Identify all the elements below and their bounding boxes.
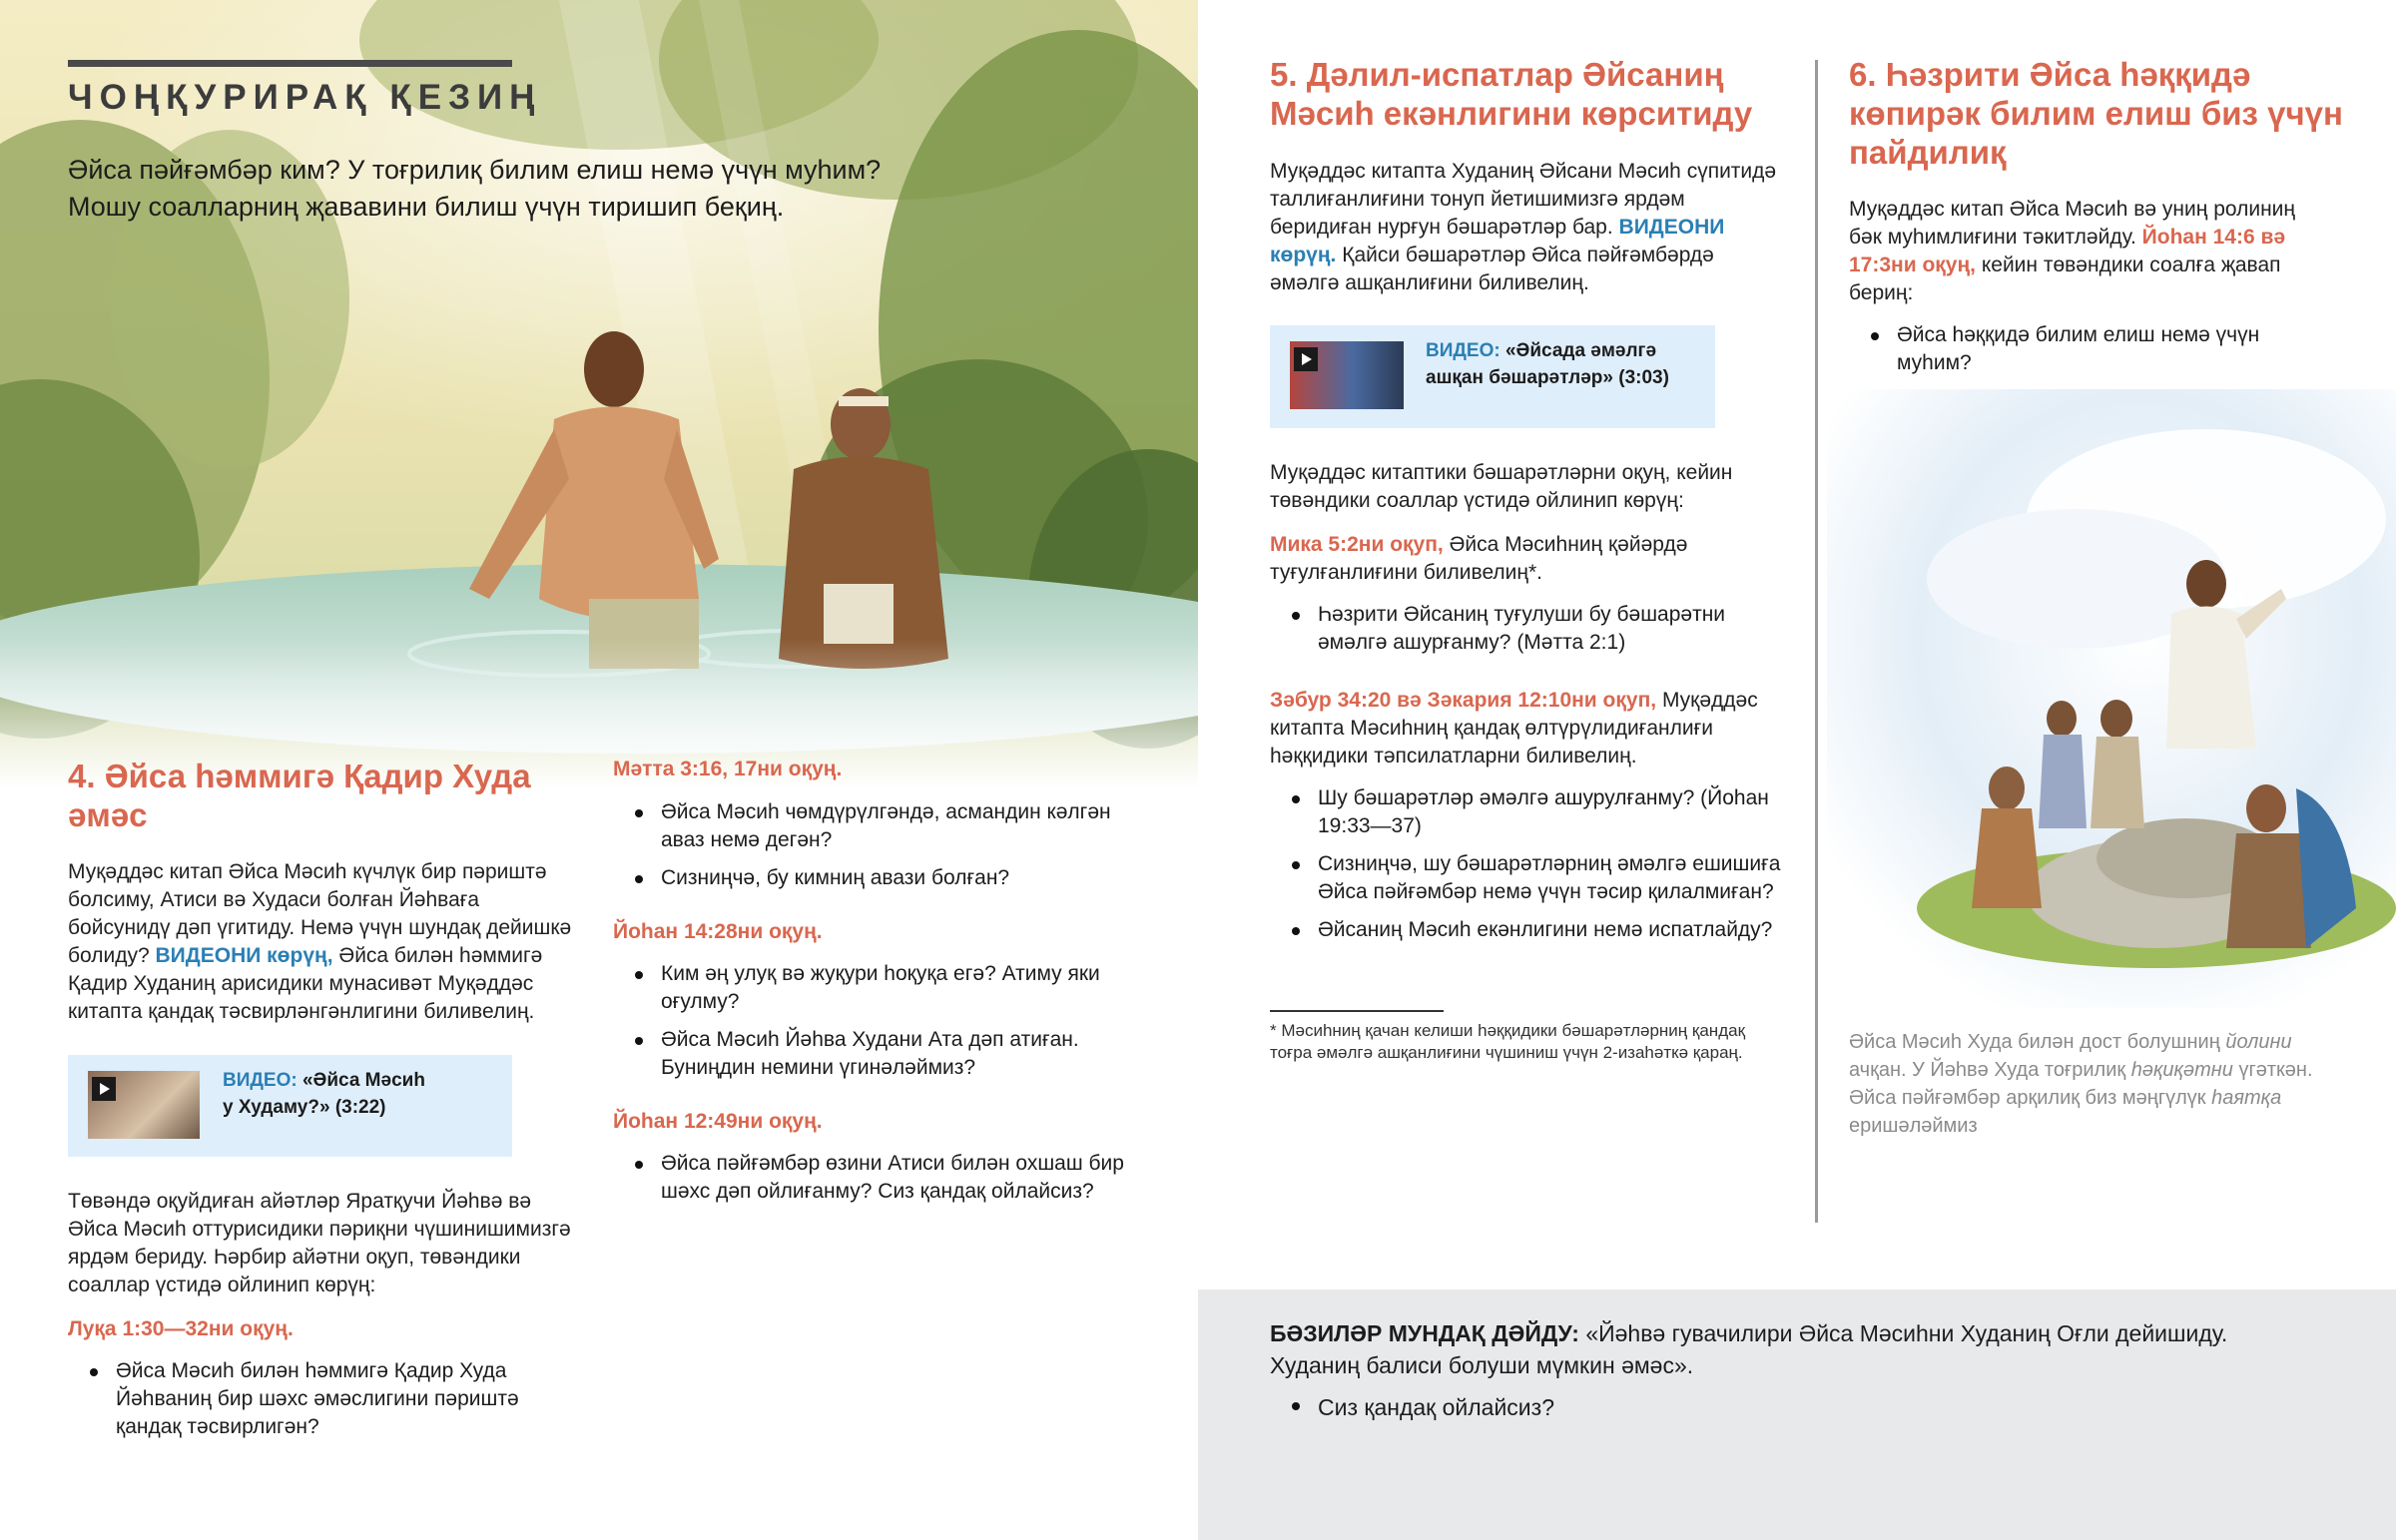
ref-john-12[interactable]: Йоһан 12:49ни оқуң. [613,1110,823,1133]
question-item: Сизниңчә, бу кимниң авази болған? [613,864,1132,892]
jesus-teaching-illustration [1827,389,2396,1008]
section-5-paragraph-2: Муқәддәс китаптики бәшарәтләрни оқуң, кейин төвәндики соаллар үстидә ойлинип көрүң: [1270,461,1733,512]
matthew-questions [613,798,1132,902]
play-icon[interactable] [1294,347,1318,371]
video-title-line-2: у Худаму?» (3:22) [223,1097,386,1118]
question-item: Әйса Мәсиһ билән һәммигә Қадир Худа Йәһваниң бир шәхс әмәслигини пәриштә қандақ тәсвирлигән? [68,1357,587,1441]
video-card-prophecies[interactable] [1270,325,1715,428]
micah-text: Әйса Мәсиһниң қәйәрдә туғулғанлиғини биливелиң*. [1270,533,1688,584]
ref-luke[interactable]: Луқа 1:30—32ни оқуң. [68,1317,294,1340]
section-5-paragraph-text-2: Қайси бәшарәтләр Әйса пәйғәмбәрдә әмәлгә ашқанлиғини биливелиң. [1270,244,1714,294]
ref-john-14[interactable]: Йоһан 14:28ни оқуң. [613,920,823,943]
psalm-text: Муқәддәс китапта Мәсиһниң қандақ өлтүрүлидиғанлиғи һәққидики тәпсилатларни биливелиң. [1270,689,1758,768]
caption-text-4: еришәләймиз [1849,1115,1978,1137]
section-5-title: 5. Дәлил-испатлар Әйсаниң Мәсиһ екәнлигини көрситиду [1270,56,1753,132]
some-say-content [1270,1317,2318,1433]
video-title-line-1: «Әйсада әмәлгә [1504,340,1657,361]
caption-text-2: ачқан. У Йәһвә Худа тоғрилиқ [1849,1059,2126,1081]
column-divider [1815,60,1818,1223]
section-4-paragraph-2: Төвәндә оқуйдиған айәтләр Яратқучи Йәһвә вә Әйса Мәсиһ оттурисидики пәриқни чүшинишимизгә ярдәм бериду. Һәрбир айәтни оқуп, төвәндики соаллар үстидә ойлинип көрүң: [68,1190,571,1296]
ref-matthew[interactable]: Мәтта 3:16, 17ни оқуң. [613,758,843,780]
ref-micah[interactable]: Мика 5:2ни оқуп, [1270,533,1444,556]
section-4-title: 4. Әйса һәммигә Қадир Худа әмәс [68,758,531,833]
section-4-paragraph-text: Муқәддәс китап Әйса Мәсиһ күчлүк бир пәриштә болсиму, Атиси вә Худаси болған Йәһваға бойсунидү дәп үгитиду. Немә үчүн шундақ дейишкә болиду? [68,860,572,967]
john-12-questions [613,1150,1132,1216]
psalm-instruction [1270,687,1789,770]
section-5-paragraph [1270,158,1789,297]
question-item: Әйса пәйғәмбәр өзини Атиси билән охшаш бир шәхс дәп ойлиғанму? Сиз қандақ ойлайсиз? [613,1150,1132,1206]
question-item: Әйсаниң Мәсиһ екәнлигини немә испатлайду? [1270,916,1789,944]
question-item: Ким әң улуқ вә жуқури һоқуқа егә? Атиму яки оғулму? [613,960,1132,1016]
ref-psalm-zechariah[interactable]: Зәбур 34:20 вә Зәкария 12:10ни оқуп, [1270,689,1657,712]
heading-rule [68,60,512,67]
question-item: Шу бәшарәтләр әмәлгә ашурулғанму? (Йоһан 19:33—37) [1270,784,1789,840]
question-item: Сизниңчә, шу бәшарәтләрниң әмәлгә ешишиға Әйса пәйғәмбәр немә үчүн тәсир қилалмиған? [1270,850,1789,906]
some-say-quote: «Йәһвә гувачилири Әйса Мәсиһни Худаниң Оғли дейишиду. Худаниң балиси болуши мүмкин әмәс». [1270,1320,2228,1378]
video-title[interactable] [223,1067,425,1121]
video-prefix: ВИДЕО: [223,1070,298,1091]
section-6-title: 6. Һәзрити Әйса һәққидә көпирәк билим елиш биз үчүн пайдилиқ [1849,56,2343,171]
video-title[interactable] [1426,337,1669,391]
some-say-label: БӘЗИЛӘР МУНДАҚ ДӘЙДУ: [1270,1320,1579,1346]
question-item: Әйса һәққидә билим елиш немә үчүн муһим? [1849,321,2318,377]
watch-video-link[interactable]: ВИДЕОНИ көрүң, [155,944,333,967]
caption-text-1: Әйса Мәсиһ Худа билән дост болушниң [1849,1031,2220,1053]
footnote-rule [1270,1010,1444,1012]
baptism-illustration [0,0,1198,788]
illustration-caption [1849,1028,2348,1140]
video-card-jesus-god[interactable] [68,1055,512,1157]
video-prefix: ВИДЕО: [1426,340,1500,361]
micah-questions [1270,601,1789,667]
intro-line-2: Мошу соалларниң җававини билиш үчүн тиришип беқиң. [68,192,785,222]
question-item: Һәзрити Әйсаниң туғулуши бу бәшарәтни әмәлгә ашурғанму? (Мәтта 2:1) [1270,601,1789,657]
dig-deeper-heading: ЧОҢҚУРИРАҚ ҚЕЗИҢ [68,78,542,117]
section-6-paragraph-text: Муқәддәс китап Әйса Мәсиһ вә униң ролиниң бәк муһимлиғини тәкитләйду. [1849,198,2295,249]
dig-deeper-intro [68,152,966,226]
caption-text-3: үгәткән. Әйса пәйғәмбәр арқилиқ биз мәңгүлүк [1849,1059,2313,1109]
some-say-questions [1270,1391,2318,1423]
micah-instruction [1270,531,1789,587]
section-4-paragraph [68,858,577,1026]
john-14-questions [613,960,1132,1092]
section-4-paragraph-text-2: Әйса билән һәммигә Қадир Худаниң арисидики мунасивәт Муқәддәс китапта қандақ тәсвирләнгәнлигини биливелиң. [68,944,543,1023]
question-item: Сиз қандақ ойлайсиз? [1270,1391,2318,1423]
section-6-paragraph [1849,196,2328,307]
ref-john-14-6[interactable]: Йоһан 14:6 вә 17:3ни оқуң, [1849,226,2286,276]
video-thumbnail[interactable] [88,1071,200,1139]
luke-questions [68,1357,587,1451]
section-6-questions [1849,321,2318,387]
watch-video-link[interactable]: ВИДЕОНИ көрүң. [1270,216,1725,266]
caption-italic-1: йолини [2225,1031,2292,1053]
footnote: * Мәсиһниң қачан келиши һәққидики бәшарәтләрниң қандақ тоғра әмәлгә ашқанлиғини чүшиниш үчүн 2-изаһәткә қараң. [1270,1021,1746,1062]
video-title-line-1: «Әйса Мәсиһ [301,1070,425,1091]
question-item: Әйса Мәсиһ Йәһва Худани Ата дәп атиған. Буниңдин немини үгинәләймиз? [613,1026,1132,1082]
question-item: Әйса Мәсиһ чөмдүрүлгәндә, асмандин кәлгән аваз немә дегән? [613,798,1132,854]
some-say-statement [1270,1317,2318,1381]
section-5-paragraph-text: Муқәддәс китапта Худаниң Әйсани Мәсиһ сүпитидә таллиғанлиғини тонуп йетишимизгә ярдәм беридиған нурғун бәшарәтләр бар. [1270,160,1777,239]
video-thumbnail[interactable] [1290,341,1404,409]
section-6-paragraph-text-2: кейин төвәндики соалға җавап бериң: [1849,254,2281,304]
intro-line-1: Әйса пәйғәмбәр ким? У тоғрилиқ билим елиш немә үчүн муһим? [68,155,882,185]
psalm-questions [1270,784,1789,954]
caption-italic-3: һаятқа [2211,1087,2282,1109]
play-icon[interactable] [92,1077,116,1101]
caption-italic-2: һәқиқәтни [2130,1059,2233,1081]
video-title-line-2: ашқан бәшарәтләр» (3:03) [1426,367,1669,388]
